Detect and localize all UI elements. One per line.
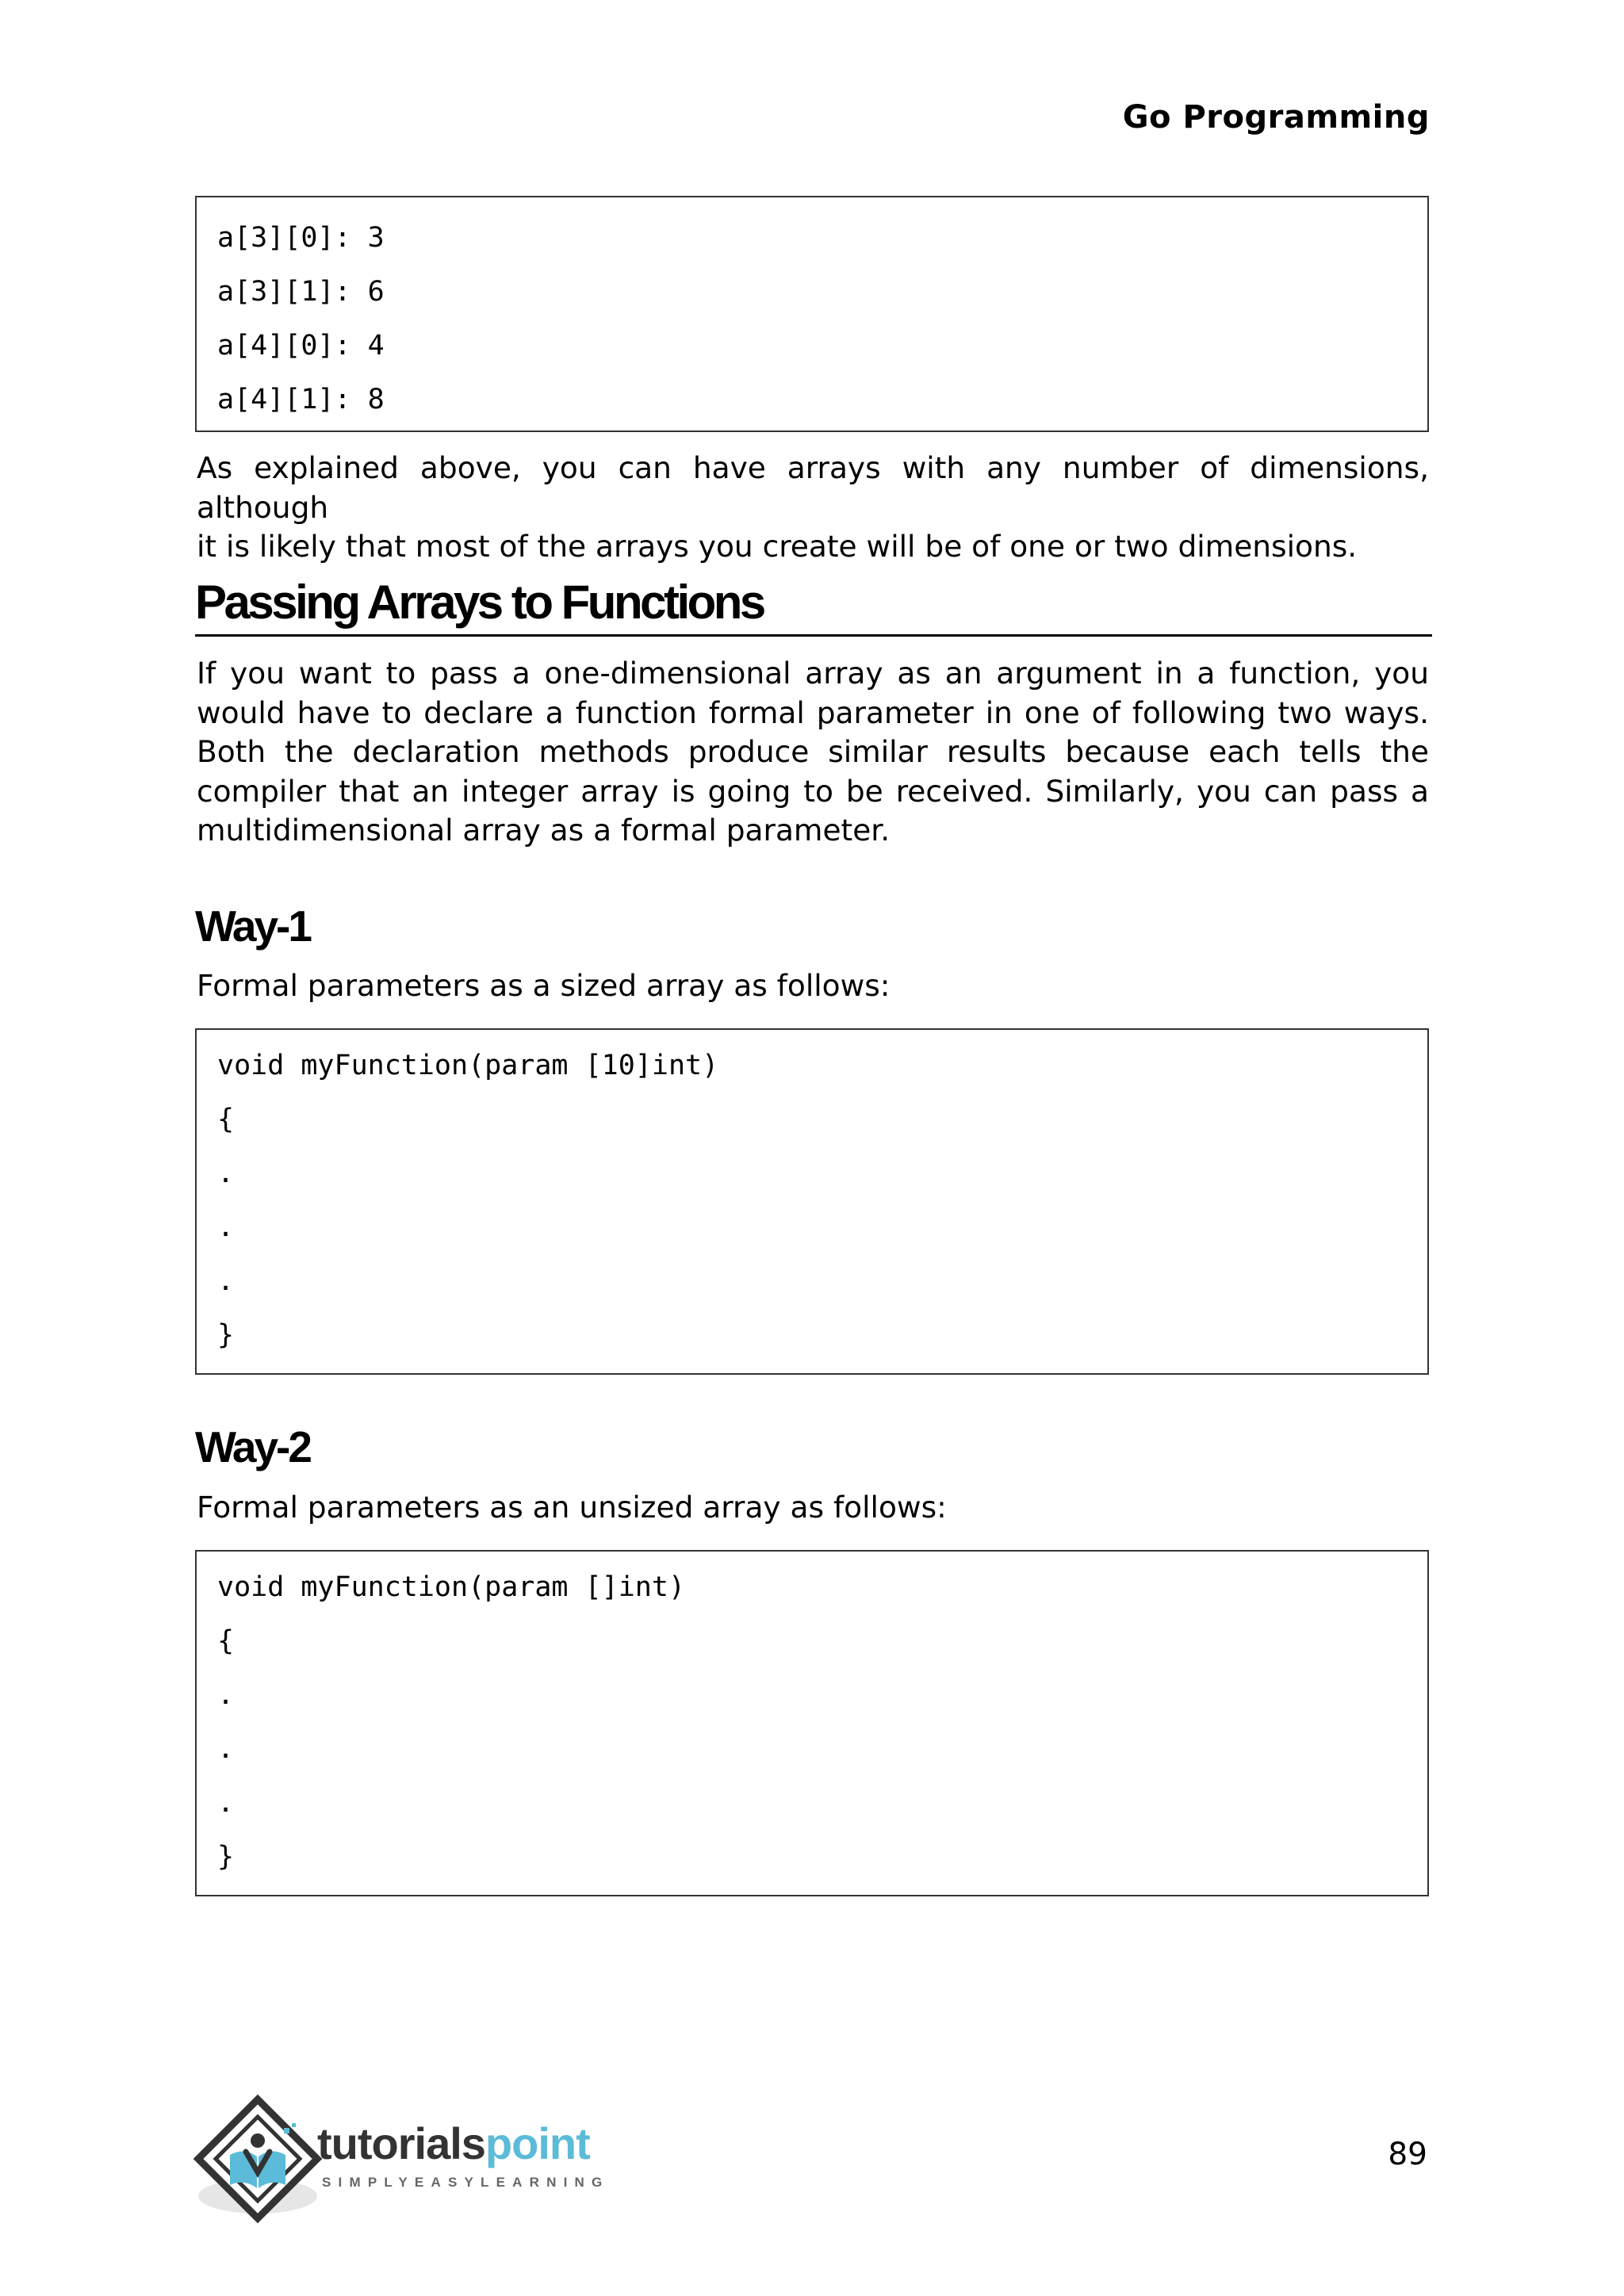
svg-text:tutorialspoint: [317, 2118, 590, 2168]
code-line: void myFunction(param [10]int): [217, 1050, 719, 1081]
tutorialspoint-logo: [190, 2093, 634, 2228]
way2-description: Formal parameters as an unsized array as follows:: [197, 1490, 947, 1525]
running-header: Go Programming: [1122, 99, 1430, 136]
code-line: .: [217, 1679, 235, 1711]
code-line: .: [217, 1211, 235, 1243]
code-line: a[3][0]: 3: [217, 222, 385, 254]
code-line: void myFunction(param []int): [217, 1571, 686, 1603]
paragraph-line: multidimensional array as a formal parameter.: [197, 813, 891, 848]
way2-heading: Way-2: [195, 1422, 310, 1471]
code-line: {: [217, 1104, 235, 1135]
way1-heading: Way-1: [195, 901, 310, 951]
code-line: .: [217, 1733, 235, 1765]
logo-tagline: SIMPLYEASYLEARNING: [322, 2175, 610, 2190]
output-code-block: [195, 196, 1429, 432]
code-line: .: [217, 1158, 235, 1189]
code-line: a[3][1]: 6: [217, 276, 385, 308]
page-number: 89: [1388, 2137, 1427, 2172]
paragraph-line: Both the declaration methods produce similar results because each tells the: [197, 734, 1429, 769]
code-line: .: [217, 1787, 235, 1819]
paragraph-line: compiler that an integer array is going to be received. Similarly, you can pass a: [197, 773, 1429, 809]
way1-description: Formal parameters as a sized array as follows:: [197, 968, 891, 1003]
code-line: a[4][1]: 8: [217, 384, 385, 415]
paragraph-line: As explained above, you can have arrays with any number of dimensions, although: [197, 450, 1429, 525]
paragraph-line: would have to declare a function formal parameter in one of following two ways.: [197, 695, 1429, 730]
code-line: {: [217, 1625, 235, 1657]
way1-code-block: [195, 1028, 1429, 1375]
way2-code-block: [195, 1550, 1429, 1896]
section-heading: Passing Arrays to Functions: [195, 571, 1432, 637]
paragraph-line: it is likely that most of the arrays you create will be of one or two dimensions.: [197, 529, 1358, 564]
paragraph-line: If you want to pass a one-dimensional array as an argument in a function, you: [197, 656, 1429, 691]
intro-paragraph: [197, 449, 1429, 567]
section-paragraph: [197, 654, 1429, 851]
code-line: .: [217, 1265, 235, 1297]
logo-text-light: point: [485, 2118, 590, 2168]
code-line: }: [217, 1841, 235, 1873]
code-line: }: [217, 1319, 235, 1351]
logo-text-dark: tutorials: [317, 2118, 485, 2168]
code-line: a[4][0]: 4: [217, 330, 385, 362]
